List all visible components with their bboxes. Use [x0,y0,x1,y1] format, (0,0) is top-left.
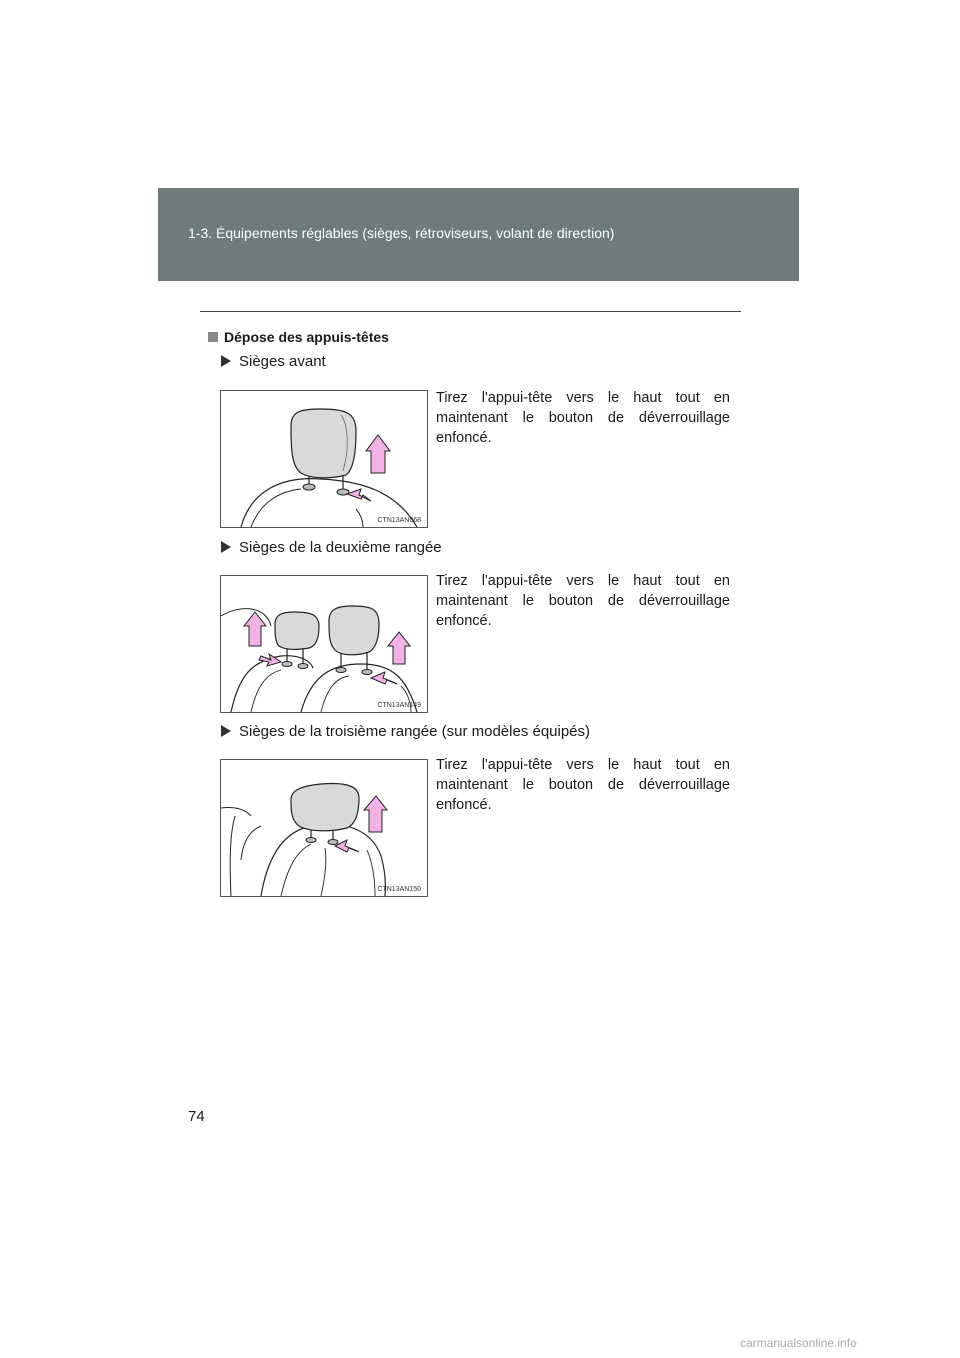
section-heading [208,329,389,345]
front-headrest-illustration [221,391,427,527]
watermark-text: carmanualsonline.info [740,1336,857,1350]
chapter-title: 1-3. Équipements réglables (sièges, rétroviseurs, volant de direction) [188,225,615,241]
third-row-headrest-illustration [221,760,427,896]
header-rule [200,311,741,312]
section-heading-text: Dépose des appuis-têtes [224,329,389,345]
item-description-third-row: Tirez l'appui-tête vers le haut tout en maintenant le bouton de déverrouillage enfoncé. [436,757,730,813]
figure-code: CTN13AN149 [377,702,421,709]
triangle-bullet-icon [221,541,231,553]
item-label-front-seats: Sièges avant [221,353,326,370]
item-description-front-seats: Tirez l'appui-tête vers le haut tout en maintenant le bouton de déverrouillage enfoncé. [436,390,730,446]
item-label-third-row: Sièges de la troisième rangée (sur modèles équipés) [221,723,590,740]
triangle-bullet-icon [221,355,231,367]
triangle-bullet-icon [221,725,231,737]
figure-code: CTN13AN068 [377,517,421,524]
second-row-headrest-illustration [221,576,427,712]
figure-second-row-headrest [220,575,428,713]
square-bullet-icon [208,332,218,342]
figure-third-row-headrest [220,759,428,897]
chapter-header-band [158,188,799,281]
page-number: 74 [188,1108,205,1125]
figure-code: CTN13AN150 [377,886,421,893]
item-label-second-row: Sièges de la deuxième rangée [221,539,442,556]
figure-front-seat-headrest [220,390,428,528]
item-description-second-row: Tirez l'appui-tête vers le haut tout en maintenant le bouton de déverrouillage enfoncé. [436,573,730,629]
